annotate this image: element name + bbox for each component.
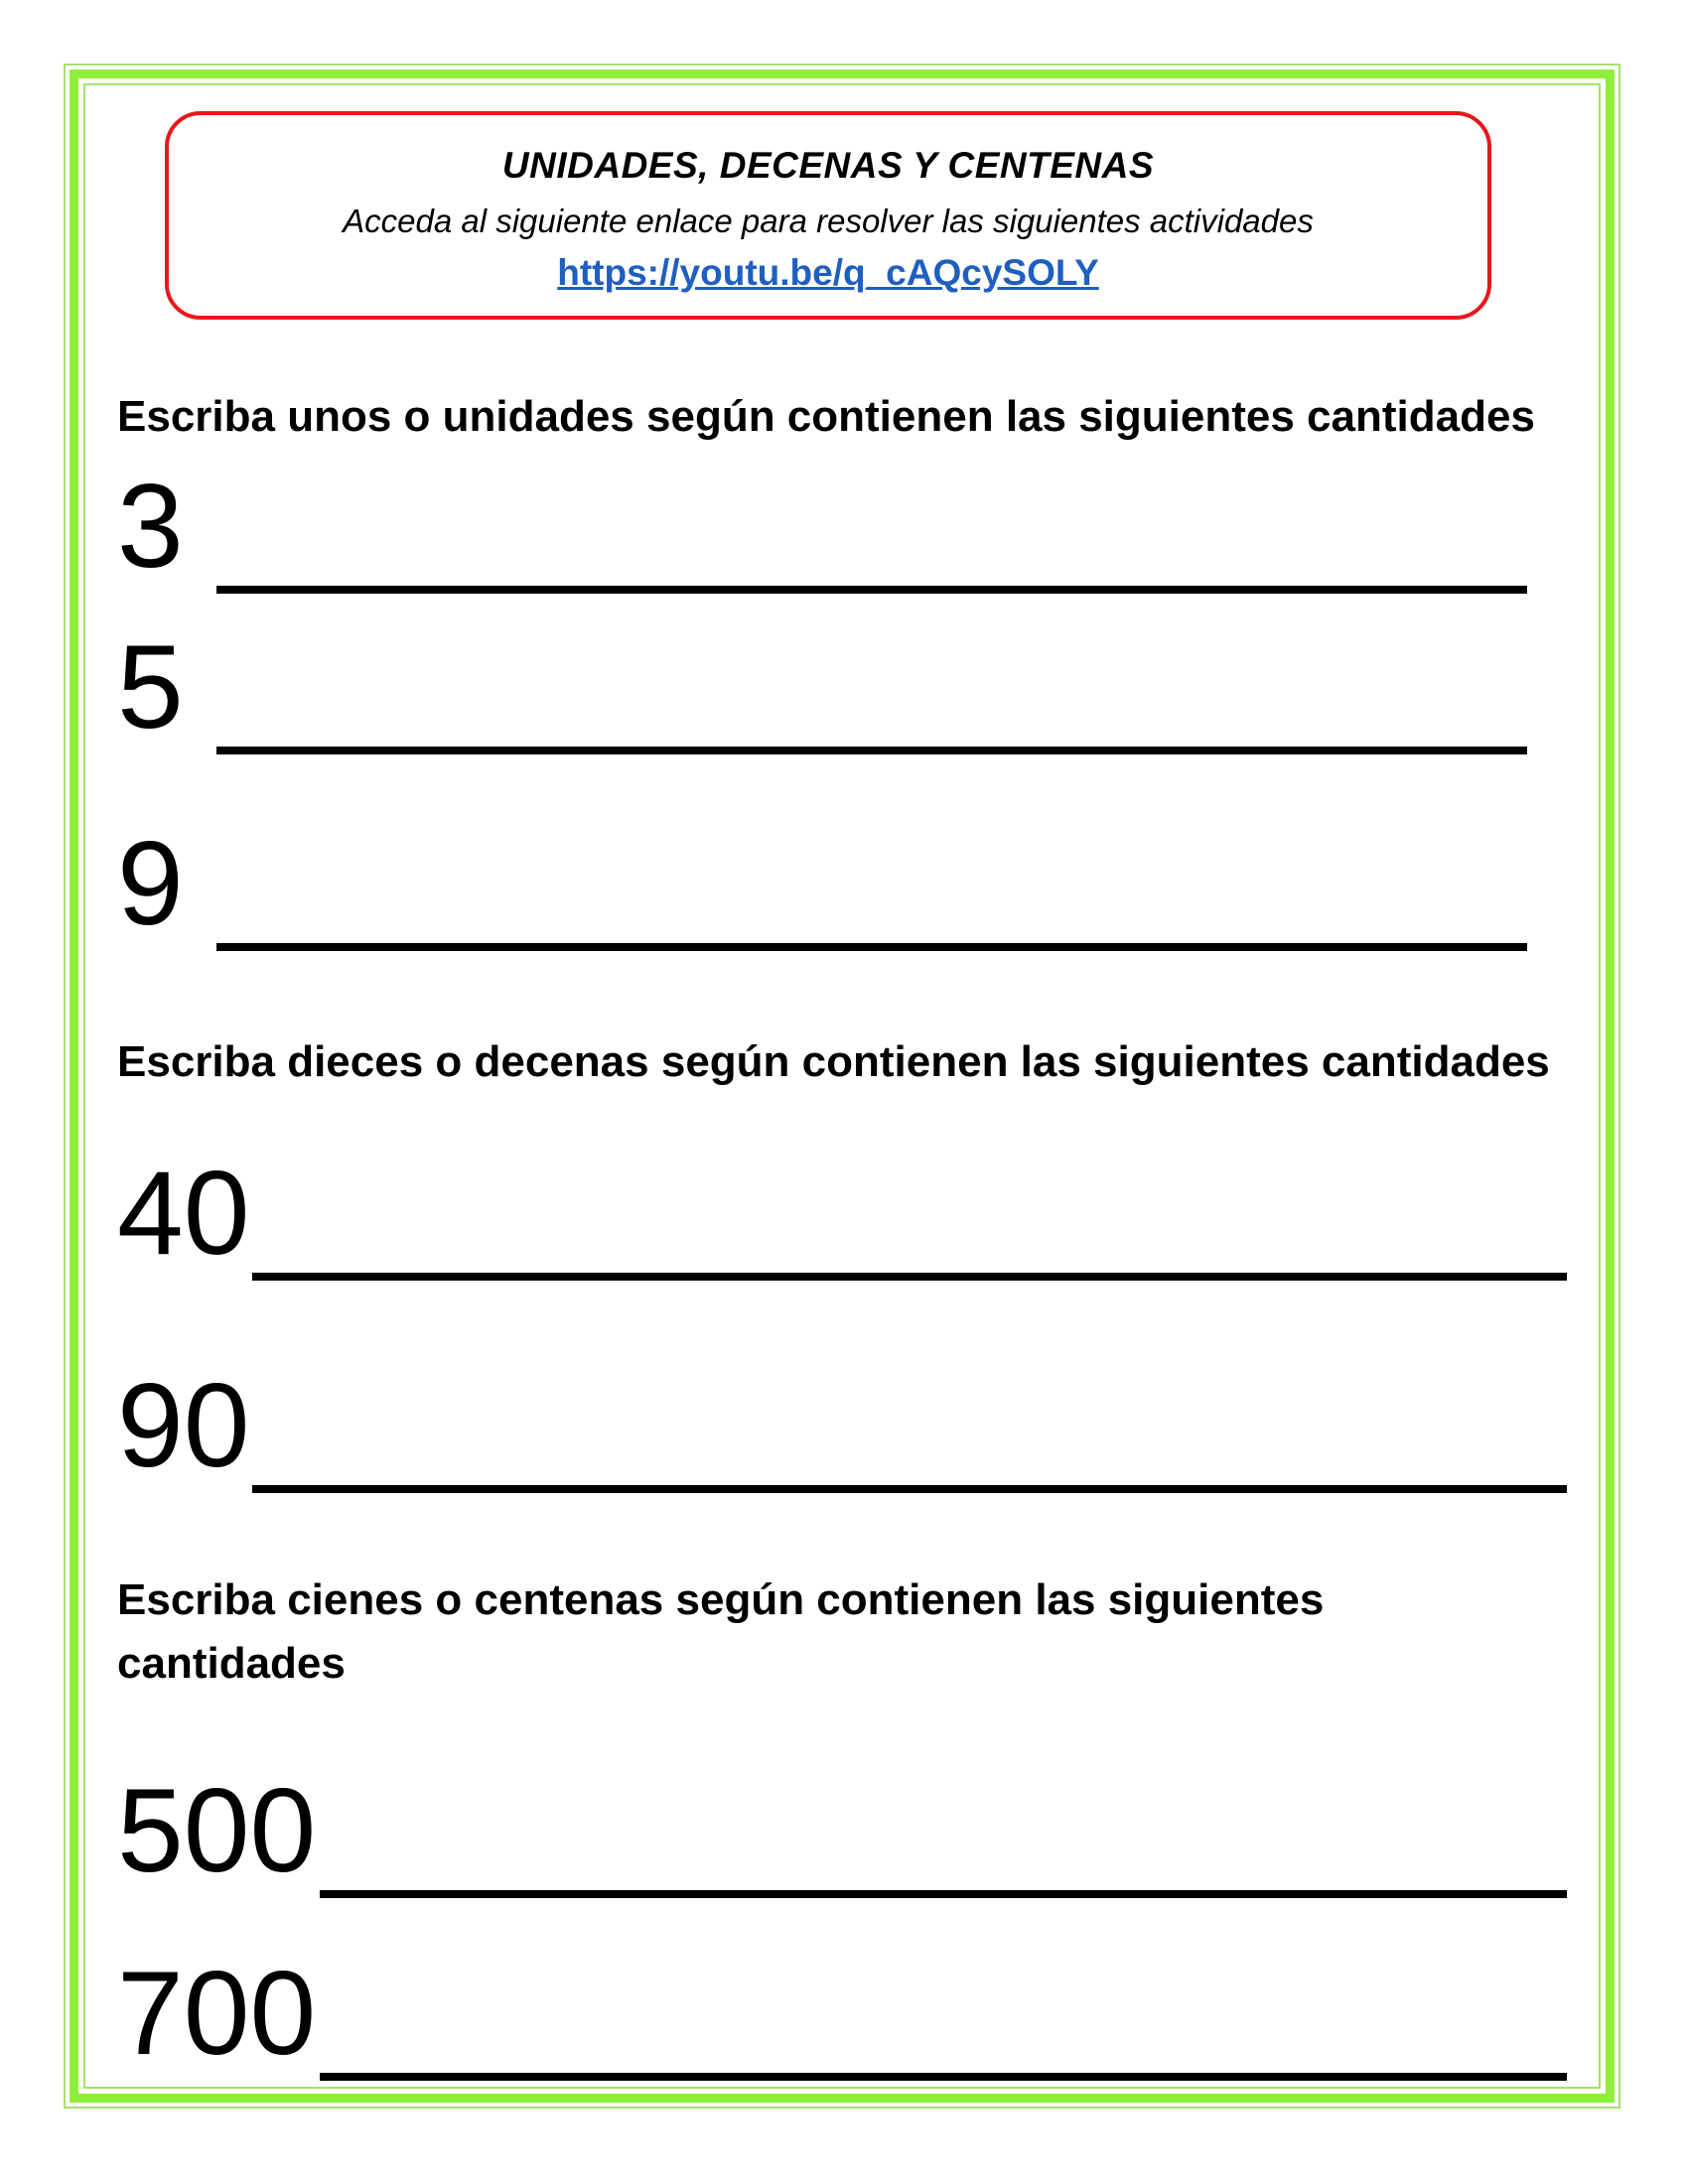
answer-row xyxy=(117,460,1527,594)
answer-blank[interactable] xyxy=(320,1890,1567,1898)
quantity-number: 500 xyxy=(117,1764,317,1897)
answer-blank[interactable] xyxy=(252,1485,1567,1493)
answer-row xyxy=(117,620,1527,754)
answer-blank[interactable] xyxy=(216,586,1527,594)
header-box xyxy=(165,111,1491,320)
answer-row xyxy=(117,1147,1567,1281)
video-link[interactable]: https://youtu.be/q_cAQcySOLY xyxy=(557,252,1099,293)
section-heading-unidades: Escriba unos o unidades según contienen las siguientes cantidades xyxy=(117,392,1535,441)
answer-row xyxy=(117,817,1527,951)
quantity-number: 700 xyxy=(117,1947,317,2080)
instruction-text: Acceda al siguiente enlace para resolver las siguientes actividades xyxy=(343,203,1314,239)
answer-blank[interactable] xyxy=(252,1273,1567,1281)
answer-blank[interactable] xyxy=(320,2073,1567,2081)
answer-blank[interactable] xyxy=(216,943,1527,951)
worksheet-title: UNIDADES, DECENAS Y CENTENAS xyxy=(501,145,1155,186)
answer-row xyxy=(117,1947,1567,2081)
quantity-number: 40 xyxy=(117,1147,250,1280)
section-heading-decenas: Escriba dieces o decenas según contienen las siguientes cantidades xyxy=(117,1037,1550,1086)
quantity-number: 9 xyxy=(117,817,184,950)
answer-blank[interactable] xyxy=(216,747,1527,754)
answer-row xyxy=(117,1359,1567,1493)
quantity-number: 90 xyxy=(117,1359,250,1492)
section-heading-centenas: Escriba cienes o centenas según contienen las siguientes cantidades xyxy=(117,1575,1325,1688)
answer-row xyxy=(117,1764,1567,1898)
quantity-number: 5 xyxy=(117,620,184,753)
quantity-number: 3 xyxy=(117,460,184,593)
